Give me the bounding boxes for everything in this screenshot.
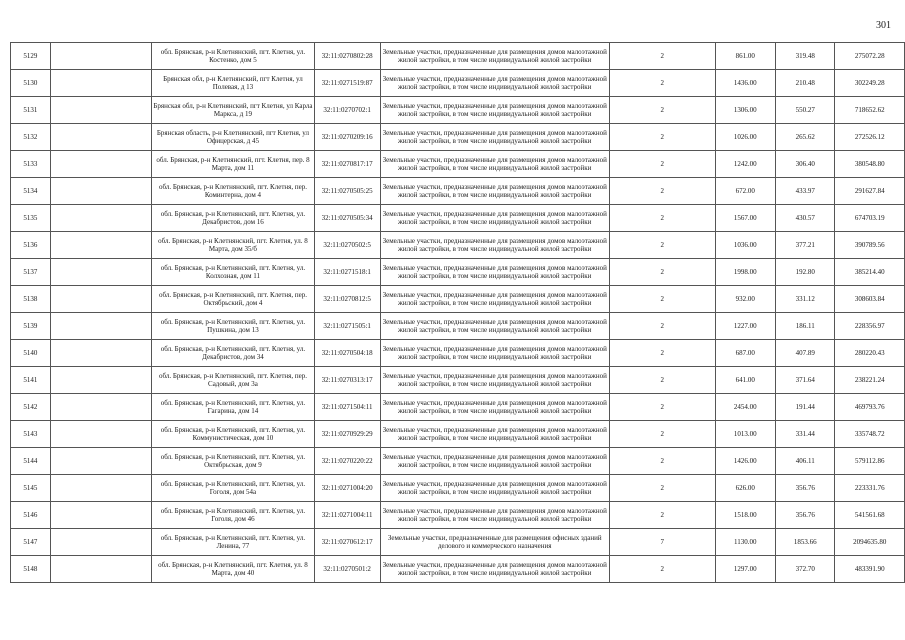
land-use-cell: Земельные участки, предназначенные для размещения домов малоэтажной жилой застройки, в том числе индивидуальной жилой застройки: [380, 367, 609, 394]
empty-cell: [50, 394, 152, 421]
row-number-cell: 5147: [11, 529, 51, 556]
cadastral-number-cell: 32:11:0270501:2: [314, 556, 380, 583]
area-cell: 932.00: [715, 286, 775, 313]
address-cell: обл. Брянская, р-н Клетнянский, пгт. Клетня, ул. Декабристов, дом 16: [152, 205, 315, 232]
area-cell: 1436.00: [715, 70, 775, 97]
cadastral-number-cell: 32:11:0270612:17: [314, 529, 380, 556]
address-cell: обл. Брянская, р-н Клетнянский, пгт. Клетня, ул. Октябрьская, дом 9: [152, 448, 315, 475]
cadastral-value-cell: 718652.62: [835, 97, 905, 124]
address-cell: обл. Брянская, р-н Клетнянский, пгт. Клетня, ул. Коммунистическая, дом 10: [152, 421, 315, 448]
empty-cell: [50, 367, 152, 394]
category-cell: 2: [609, 367, 715, 394]
address-cell: обл. Брянская, р-н Клетнянский, пгт. Клетня, ул. Гоголя, дом 54а: [152, 475, 315, 502]
land-use-cell: Земельные участки, предназначенные для размещения домов малоэтажной жилой застройки, в том числе индивидуальной жилой застройки: [380, 475, 609, 502]
category-cell: 2: [609, 205, 715, 232]
cadastral-value-cell: 275072.28: [835, 43, 905, 70]
empty-cell: [50, 448, 152, 475]
area-cell: 1567.00: [715, 205, 775, 232]
row-number-cell: 5144: [11, 448, 51, 475]
row-number-cell: 5134: [11, 178, 51, 205]
land-use-cell: Земельные участки, предназначенные для размещения домов малоэтажной жилой застройки, в том числе индивидуальной жилой застройки: [380, 124, 609, 151]
land-use-cell: Земельные участки, предназначенные для размещения домов малоэтажной жилой застройки, в том числе индивидуальной жилой застройки: [380, 178, 609, 205]
land-use-cell: Земельные участки, предназначенные для размещения домов малоэтажной жилой застройки, в том числе индивидуальной жилой застройки: [380, 394, 609, 421]
page-number: 301: [876, 20, 891, 31]
land-use-cell: Земельные участки, предназначенные для размещения домов малоэтажной жилой застройки, в том числе индивидуальной жилой застройки: [380, 448, 609, 475]
area-cell: 1026.00: [715, 124, 775, 151]
land-use-cell: Земельные участки, предназначенные для размещения домов малоэтажной жилой застройки, в том числе индивидуальной жилой застройки: [380, 313, 609, 340]
land-use-cell: Земельные участки, предназначенные для размещения домов малоэтажной жилой застройки, в том числе индивидуальной жилой застройки: [380, 70, 609, 97]
table-row: [11, 232, 905, 259]
address-cell: обл. Брянская, р-н Клетнянский, пгт. Клетня, ул. Ленина, 77: [152, 529, 315, 556]
table-row: [11, 340, 905, 367]
area-cell: 1306.00: [715, 97, 775, 124]
table-row: [11, 259, 905, 286]
land-use-cell: Земельные участки, предназначенные для размещения домов малоэтажной жилой застройки, в том числе индивидуальной жилой застройки: [380, 151, 609, 178]
cadastral-value-cell: 308603.84: [835, 286, 905, 313]
specific-value-cell: 356.76: [775, 475, 834, 502]
area-cell: 1297.00: [715, 556, 775, 583]
category-cell: 2: [609, 556, 715, 583]
empty-cell: [50, 124, 152, 151]
area-cell: 1130.00: [715, 529, 775, 556]
row-number-cell: 5143: [11, 421, 51, 448]
category-cell: 2: [609, 151, 715, 178]
category-cell: 2: [609, 178, 715, 205]
cadastral-number-cell: 32:11:0271504:11: [314, 394, 380, 421]
land-use-cell: Земельные участки, предназначенные для размещения домов малоэтажной жилой застройки, в том числе индивидуальной жилой застройки: [380, 205, 609, 232]
empty-cell: [50, 340, 152, 367]
cadastral-value-cell: 272526.12: [835, 124, 905, 151]
empty-cell: [50, 502, 152, 529]
specific-value-cell: 186.11: [775, 313, 834, 340]
empty-cell: [50, 313, 152, 340]
empty-cell: [50, 421, 152, 448]
category-cell: 2: [609, 448, 715, 475]
land-use-cell: Земельные участки, предназначенные для размещения домов малоэтажной жилой застройки, в том числе индивидуальной жилой застройки: [380, 556, 609, 583]
cadastral-value-table: [10, 42, 905, 583]
address-cell: обл. Брянская, р-н Клетнянский, пгт. Клетня, пер. Октябрьский, дом 4: [152, 286, 315, 313]
specific-value-cell: 407.89: [775, 340, 834, 367]
specific-value-cell: 377.21: [775, 232, 834, 259]
cadastral-value-cell: 223331.76: [835, 475, 905, 502]
area-cell: 1013.00: [715, 421, 775, 448]
row-number-cell: 5140: [11, 340, 51, 367]
cadastral-number-cell: 32:11:0270817:17: [314, 151, 380, 178]
category-cell: 2: [609, 124, 715, 151]
area-cell: 1227.00: [715, 313, 775, 340]
empty-cell: [50, 178, 152, 205]
area-cell: 1998.00: [715, 259, 775, 286]
cadastral-value-cell: 380548.80: [835, 151, 905, 178]
specific-value-cell: 210.48: [775, 70, 834, 97]
cadastral-value-cell: 674703.19: [835, 205, 905, 232]
table-row: [11, 286, 905, 313]
table-row: [11, 529, 905, 556]
area-cell: 641.00: [715, 367, 775, 394]
row-number-cell: 5131: [11, 97, 51, 124]
area-cell: 626.00: [715, 475, 775, 502]
specific-value-cell: 306.40: [775, 151, 834, 178]
address-cell: Брянская область, р-н Клетнянский, пгт Клетня, ул Офицерская, д 45: [152, 124, 315, 151]
cadastral-value-cell: 238221.24: [835, 367, 905, 394]
category-cell: 2: [609, 259, 715, 286]
area-cell: 1518.00: [715, 502, 775, 529]
specific-value-cell: 1853.66: [775, 529, 834, 556]
specific-value-cell: 550.27: [775, 97, 834, 124]
table-row: [11, 151, 905, 178]
cadastral-value-cell: 228356.97: [835, 313, 905, 340]
cadastral-value-cell: 469793.76: [835, 394, 905, 421]
category-cell: 2: [609, 286, 715, 313]
category-cell: 2: [609, 43, 715, 70]
land-use-cell: Земельные участки, предназначенные для размещения домов малоэтажной жилой застройки, в том числе индивидуальной жилой застройки: [380, 259, 609, 286]
row-number-cell: 5148: [11, 556, 51, 583]
land-use-cell: Земельные участки, предназначенные для размещения домов малоэтажной жилой застройки, в том числе индивидуальной жилой застройки: [380, 286, 609, 313]
land-use-cell: Земельные участки, предназначенные для размещения домов малоэтажной жилой застройки, в том числе индивидуальной жилой застройки: [380, 232, 609, 259]
specific-value-cell: 371.64: [775, 367, 834, 394]
specific-value-cell: 192.80: [775, 259, 834, 286]
category-cell: 2: [609, 70, 715, 97]
row-number-cell: 5132: [11, 124, 51, 151]
row-number-cell: 5142: [11, 394, 51, 421]
empty-cell: [50, 556, 152, 583]
address-cell: Брянская обл, р-н Клетнянский, пгт Клетня, ул Полевая, д 13: [152, 70, 315, 97]
table-row: [11, 70, 905, 97]
area-cell: 1036.00: [715, 232, 775, 259]
empty-cell: [50, 70, 152, 97]
area-cell: 1242.00: [715, 151, 775, 178]
address-cell: обл. Брянская, р-н Клетнянский, пгт. Клетня, ул. Декабристов, дом 34: [152, 340, 315, 367]
empty-cell: [50, 259, 152, 286]
land-use-cell: Земельные участки, предназначенные для размещения домов малоэтажной жилой застройки, в том числе индивидуальной жилой застройки: [380, 97, 609, 124]
land-use-cell: Земельные участки, предназначенные для размещения домов малоэтажной жилой застройки, в том числе индивидуальной жилой застройки: [380, 502, 609, 529]
area-cell: 687.00: [715, 340, 775, 367]
cadastral-number-cell: 32:11:0270929:29: [314, 421, 380, 448]
empty-cell: [50, 286, 152, 313]
address-cell: обл. Брянская, р-н Клетнянский, пгт. Клетня, пер. Коминтерна, дом 4: [152, 178, 315, 205]
specific-value-cell: 430.57: [775, 205, 834, 232]
address-cell: обл. Брянская, р-н Клетнянский, пгт. Клетня, ул. Пушкина, дом 13: [152, 313, 315, 340]
address-cell: обл. Брянская, р-н Клетнянский, пгт. Клетня, ул. 8 Марта, дом 35/б: [152, 232, 315, 259]
specific-value-cell: 331.12: [775, 286, 834, 313]
category-cell: 2: [609, 502, 715, 529]
cadastral-number-cell: 32:11:0270505:25: [314, 178, 380, 205]
table-row: [11, 178, 905, 205]
address-cell: обл. Брянская, р-н Клетнянский, пгт. Клетня, пер. Садовый, дом 3а: [152, 367, 315, 394]
category-cell: 2: [609, 232, 715, 259]
empty-cell: [50, 151, 152, 178]
address-cell: обл. Брянская, р-н Клетнянский, пгт. Клетня, ул. Костенко, дом 5: [152, 43, 315, 70]
cadastral-number-cell: 32:11:0271004:11: [314, 502, 380, 529]
cadastral-value-cell: 2094635.80: [835, 529, 905, 556]
row-number-cell: 5139: [11, 313, 51, 340]
table-row: [11, 448, 905, 475]
row-number-cell: 5138: [11, 286, 51, 313]
table-row: [11, 43, 905, 70]
land-use-cell: Земельные участки, предназначенные для размещения офисных зданий делового и коммерческого назначения: [380, 529, 609, 556]
land-use-cell: Земельные участки, предназначенные для размещения домов малоэтажной жилой застройки, в том числе индивидуальной жилой застройки: [380, 43, 609, 70]
row-number-cell: 5130: [11, 70, 51, 97]
cadastral-value-cell: 302249.28: [835, 70, 905, 97]
cadastral-value-cell: 541561.68: [835, 502, 905, 529]
row-number-cell: 5137: [11, 259, 51, 286]
table-row: [11, 475, 905, 502]
cadastral-number-cell: 32:11:0271519:87: [314, 70, 380, 97]
empty-cell: [50, 43, 152, 70]
empty-cell: [50, 97, 152, 124]
specific-value-cell: 356.76: [775, 502, 834, 529]
table-row: [11, 205, 905, 232]
cadastral-number-cell: 32:11:0270702:1: [314, 97, 380, 124]
specific-value-cell: 433.97: [775, 178, 834, 205]
cadastral-value-cell: 483391.90: [835, 556, 905, 583]
cadastral-value-cell: 335748.72: [835, 421, 905, 448]
cadastral-number-cell: 32:11:0271004:20: [314, 475, 380, 502]
table-row: [11, 502, 905, 529]
area-cell: 672.00: [715, 178, 775, 205]
land-use-cell: Земельные участки, предназначенные для размещения домов малоэтажной жилой застройки, в том числе индивидуальной жилой застройки: [380, 421, 609, 448]
table-row: [11, 367, 905, 394]
category-cell: 2: [609, 475, 715, 502]
row-number-cell: 5141: [11, 367, 51, 394]
cadastral-number-cell: 32:11:0270502:5: [314, 232, 380, 259]
row-number-cell: 5129: [11, 43, 51, 70]
land-use-cell: Земельные участки, предназначенные для размещения домов малоэтажной жилой застройки, в том числе индивидуальной жилой застройки: [380, 340, 609, 367]
row-number-cell: 5136: [11, 232, 51, 259]
address-cell: обл. Брянская, р-н Клетнянский, пгт. Клетня, ул. Гоголя, дом 46: [152, 502, 315, 529]
category-cell: 2: [609, 97, 715, 124]
row-number-cell: 5146: [11, 502, 51, 529]
cadastral-number-cell: 32:11:0270209:16: [314, 124, 380, 151]
category-cell: 7: [609, 529, 715, 556]
cadastral-number-cell: 32:11:0270812:5: [314, 286, 380, 313]
empty-cell: [50, 232, 152, 259]
address-cell: обл. Брянская, р-н Клетнянский, пгт. Клетня, ул. 8 Марта, дом 40: [152, 556, 315, 583]
address-cell: Брянская обл, р-н Клетнянский, пгт Клетня, ул Карла Маркса, д 19: [152, 97, 315, 124]
empty-cell: [50, 475, 152, 502]
cadastral-number-cell: 32:11:0271518:1: [314, 259, 380, 286]
address-cell: обл. Брянская, р-н Клетнянский, пгт. Клетня, пер. 8 Марта, дом 11: [152, 151, 315, 178]
table-body: [11, 43, 905, 583]
category-cell: 2: [609, 340, 715, 367]
row-number-cell: 5135: [11, 205, 51, 232]
area-cell: 2454.00: [715, 394, 775, 421]
specific-value-cell: 372.70: [775, 556, 834, 583]
table-row: [11, 124, 905, 151]
cadastral-number-cell: 32:11:0270313:17: [314, 367, 380, 394]
cadastral-number-cell: 32:11:0271505:1: [314, 313, 380, 340]
category-cell: 2: [609, 313, 715, 340]
specific-value-cell: 191.44: [775, 394, 834, 421]
specific-value-cell: 319.48: [775, 43, 834, 70]
table-row: [11, 313, 905, 340]
cadastral-number-cell: 32:11:0270505:34: [314, 205, 380, 232]
address-cell: обл. Брянская, р-н Клетнянский, пгт. Клетня, ул. Колхозная, дом 11: [152, 259, 315, 286]
table-row: [11, 421, 905, 448]
cadastral-number-cell: 32:11:0270504:18: [314, 340, 380, 367]
cadastral-number-cell: 32:11:0270220:22: [314, 448, 380, 475]
category-cell: 2: [609, 394, 715, 421]
specific-value-cell: 265.62: [775, 124, 834, 151]
cadastral-number-cell: 32:11:0270802:28: [314, 43, 380, 70]
address-cell: обл. Брянская, р-н Клетнянский, пгт. Клетня, ул. Гагарина, дом 14: [152, 394, 315, 421]
area-cell: 1426.00: [715, 448, 775, 475]
area-cell: 861.00: [715, 43, 775, 70]
table-row: [11, 394, 905, 421]
table-row: [11, 97, 905, 124]
cadastral-value-cell: 390789.56: [835, 232, 905, 259]
empty-cell: [50, 205, 152, 232]
cadastral-value-cell: 579112.86: [835, 448, 905, 475]
table-row: [11, 556, 905, 583]
empty-cell: [50, 529, 152, 556]
category-cell: 2: [609, 421, 715, 448]
cadastral-value-cell: 291627.84: [835, 178, 905, 205]
row-number-cell: 5145: [11, 475, 51, 502]
specific-value-cell: 406.11: [775, 448, 834, 475]
cadastral-value-cell: 280220.43: [835, 340, 905, 367]
cadastral-value-cell: 385214.40: [835, 259, 905, 286]
row-number-cell: 5133: [11, 151, 51, 178]
specific-value-cell: 331.44: [775, 421, 834, 448]
